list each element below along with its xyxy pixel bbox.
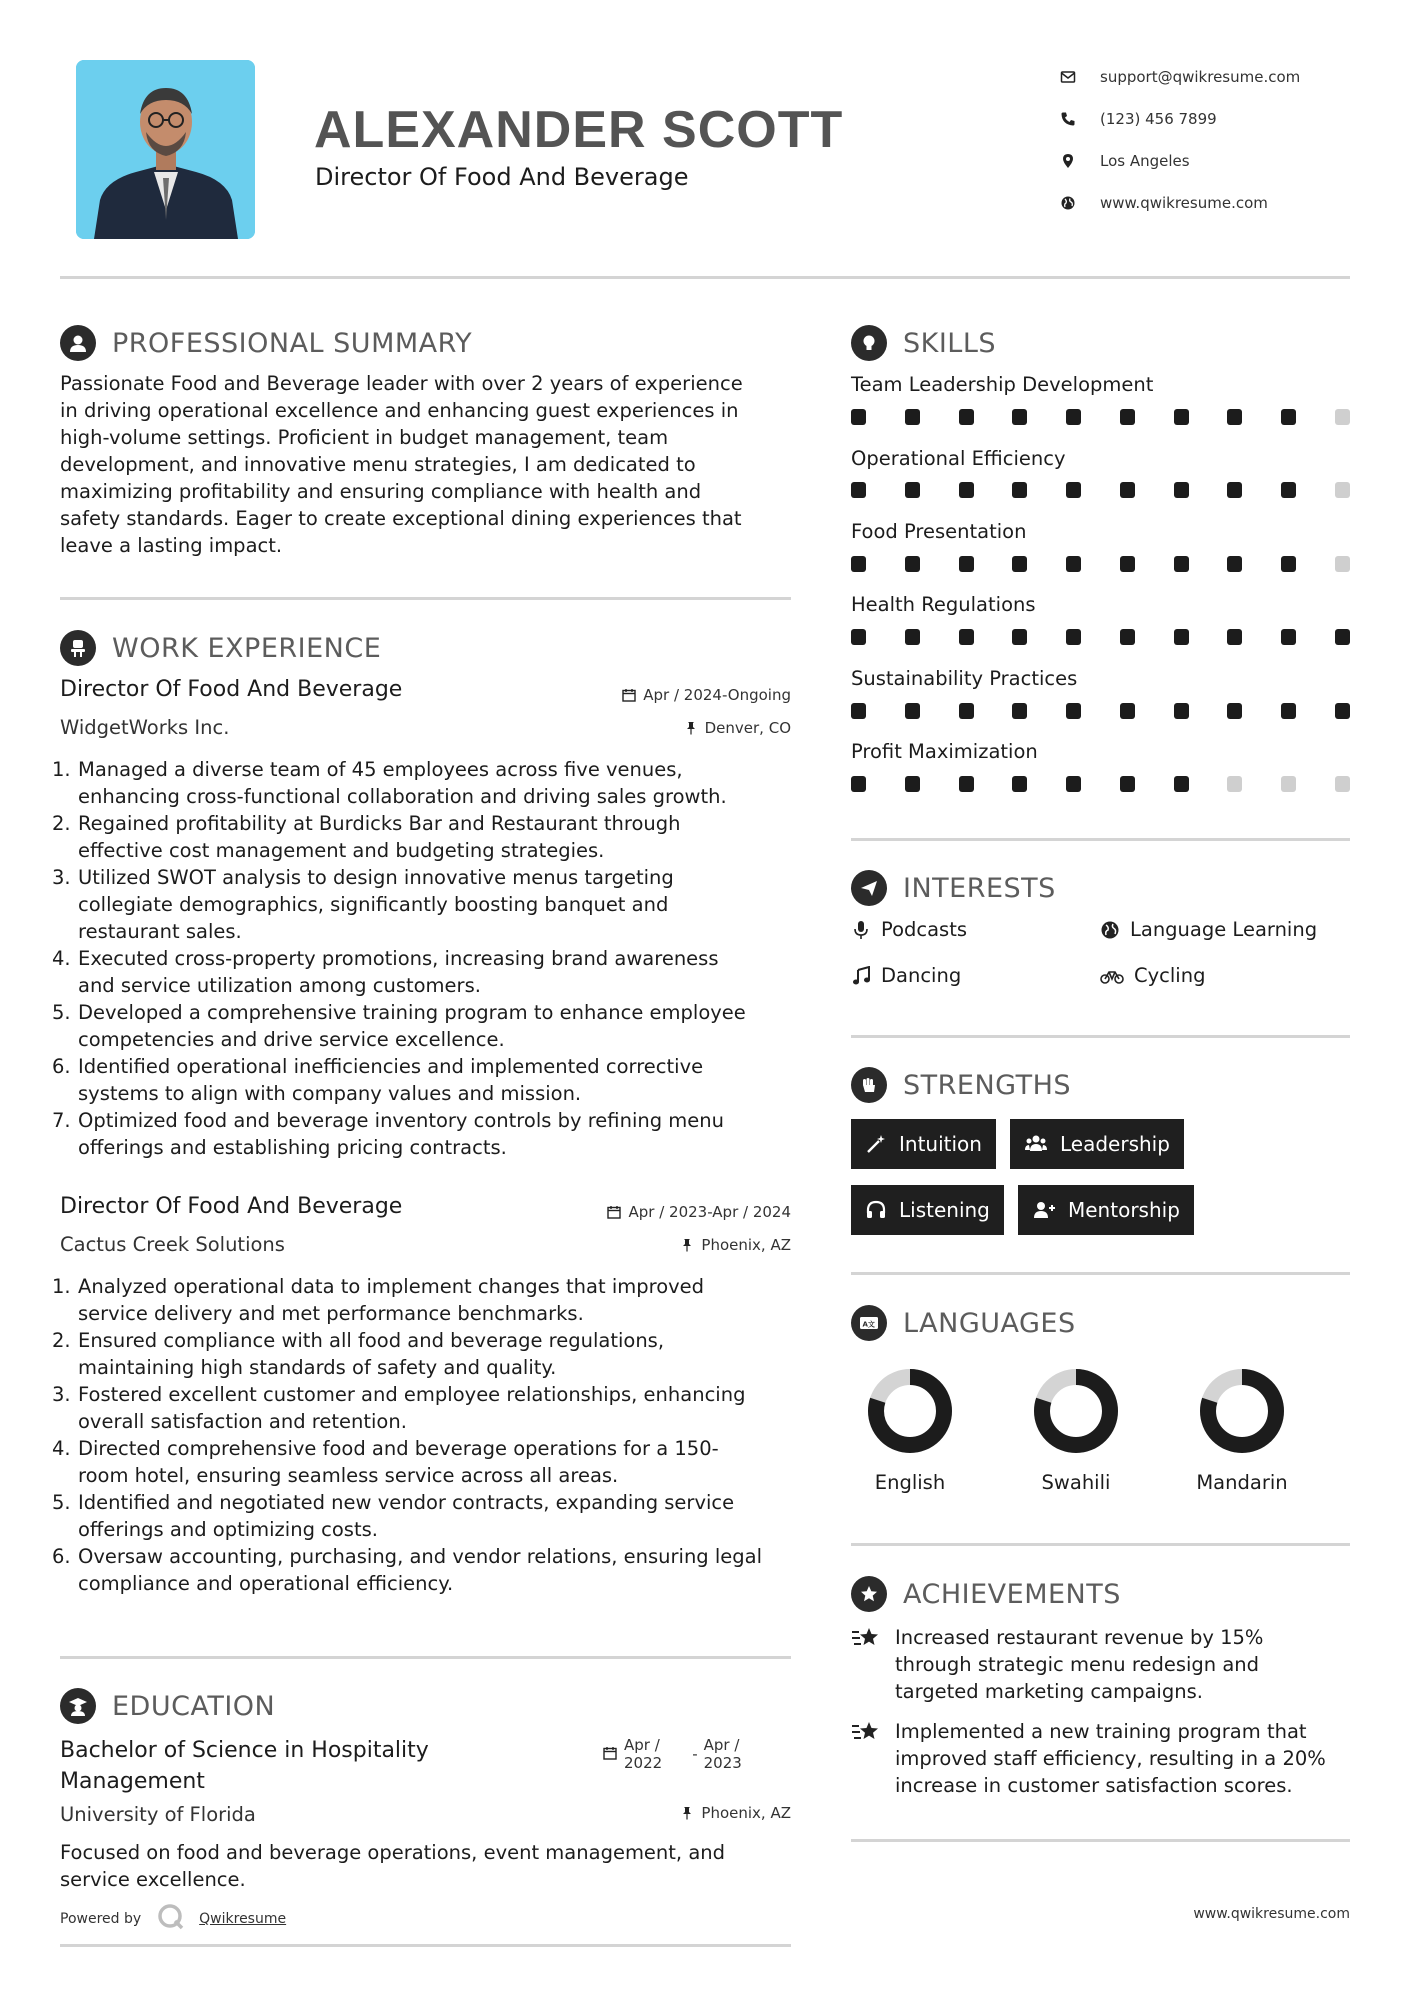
summary-divider (60, 597, 791, 600)
skill-dot-filled (959, 776, 974, 792)
strength-chip (851, 1119, 996, 1169)
degree-line: Management (60, 1769, 205, 1794)
interest-label: Language Learning (1130, 918, 1318, 941)
summary-text (60, 370, 800, 559)
star-badge-icon (851, 1576, 887, 1612)
skill-rating (851, 556, 1351, 572)
date-part: 2022 (624, 1754, 663, 1772)
skill-dot-filled (905, 556, 920, 572)
globe-icon (1100, 920, 1120, 940)
interest-label: Cycling (1134, 964, 1206, 987)
skill-name: Team Leadership Development (851, 373, 1154, 396)
list-line: Identified and negotiated new vendor contracts, expanding service (78, 1491, 735, 1514)
education-description (60, 1839, 800, 1893)
achievement-line: Implemented a new training program that (895, 1720, 1307, 1743)
user-plus-icon (1032, 1199, 1056, 1221)
list-item (52, 1327, 802, 1381)
language-ring (1198, 1367, 1286, 1455)
school-name: University of Florida (60, 1803, 256, 1826)
interest-label: Dancing (881, 964, 962, 987)
skills-title: SKILLS (903, 327, 997, 359)
list-item (52, 1381, 802, 1435)
list-number: 6. (52, 1545, 71, 1568)
summary-line: Passionate Food and Beverage leader with over 2 years of experience (60, 372, 743, 395)
skill-dot-filled (1281, 629, 1296, 645)
date-part: Apr / (624, 1736, 660, 1754)
skill-dot-filled (1227, 409, 1242, 425)
paper-plane-icon (851, 870, 887, 906)
skill-dot-filled (1335, 703, 1350, 719)
job-1-location-text: Denver, CO (704, 719, 791, 737)
list-line: effective cost management and budgeting strategies. (78, 839, 605, 862)
list-item (52, 1543, 802, 1597)
description-line: service excellence. (60, 1868, 246, 1891)
interest-label: Podcasts (881, 918, 968, 941)
skill-dot-filled (851, 556, 866, 572)
strength-chip (1018, 1185, 1194, 1235)
bicycle-icon (1100, 966, 1124, 986)
skill-dot-filled (1174, 776, 1189, 792)
user-icon (60, 325, 96, 361)
skill-dot-filled (1227, 703, 1242, 719)
interest-item (1100, 918, 1317, 941)
calendar-icon (603, 1746, 617, 1760)
skill-rating (851, 776, 1351, 792)
summary-line: high-volume settings. Proficient in budget management, team (60, 426, 669, 449)
list-item (52, 1107, 802, 1161)
calendar-icon (607, 1205, 621, 1219)
summary-line: maximizing profitability and ensuring compliance with health and (60, 480, 702, 503)
job-1-company: WidgetWorks Inc. (60, 716, 230, 739)
microphone-icon (851, 920, 871, 940)
skill-dot-empty (1281, 776, 1296, 792)
list-line: maintaining high standards of safety and quality. (78, 1356, 557, 1379)
summary-line: leave a lasting impact. (60, 534, 283, 557)
list-line: Executed cross-property promotions, increasing brand awareness (78, 947, 719, 970)
skill-dot-filled (1227, 629, 1242, 645)
experience-heading (60, 630, 381, 666)
skill-rating (851, 629, 1351, 645)
skill-rating (851, 409, 1351, 425)
music-note-icon (851, 966, 871, 986)
date-part: Apr / (703, 1736, 740, 1754)
headphones-icon (865, 1199, 887, 1221)
skill-dot-filled (1120, 482, 1135, 498)
job-1-location (684, 719, 791, 737)
achievements-title: ACHIEVEMENTS (903, 1578, 1121, 1610)
languages-divider (851, 1543, 1350, 1546)
list-item (52, 810, 802, 864)
list-number: 2. (52, 812, 71, 835)
list-line: Regained profitability at Burdicks Bar and Restaurant through (78, 812, 681, 835)
contact-location (1060, 140, 1380, 182)
skill-dot-filled (1281, 556, 1296, 572)
language-ring (1032, 1367, 1120, 1455)
skill-dot-filled (905, 409, 920, 425)
job-2-dates-text: Apr / 2023-Apr / 2024 (628, 1203, 791, 1221)
pushpin-icon (680, 1806, 694, 1820)
skill-dot-empty (1227, 776, 1242, 792)
list-item (52, 999, 802, 1053)
list-number: 3. (52, 866, 71, 889)
skill-dot-filled (1012, 776, 1027, 792)
skill-dot-filled (1281, 703, 1296, 719)
skill-dot-filled (1120, 703, 1135, 719)
skill-dot-empty (1335, 776, 1350, 792)
strength-label: Intuition (899, 1132, 982, 1156)
strengths-divider (851, 1272, 1350, 1275)
skill-dot-filled (851, 482, 866, 498)
education-location-text: Phoenix, AZ (701, 1804, 791, 1822)
language-ring (866, 1367, 954, 1455)
job-1-dates-text: Apr / 2024-Ongoing (643, 686, 791, 704)
list-line: Directed comprehensive food and beverage operations for a 150- (78, 1437, 719, 1460)
skill-dot-filled (851, 776, 866, 792)
list-line: collegiate demographics, significantly boosting banquet and (78, 893, 669, 916)
skill-dot-filled (851, 409, 866, 425)
contact-info (1060, 56, 1380, 224)
list-number: 4. (52, 1437, 71, 1460)
interest-item (851, 964, 961, 987)
globe-icon (1060, 195, 1100, 211)
skill-name: Health Regulations (851, 593, 1036, 616)
interests-heading (851, 870, 1056, 906)
language-item (1021, 1367, 1131, 1494)
strengths-title: STRENGTHS (903, 1069, 1072, 1101)
skill-dot-filled (1066, 629, 1081, 645)
skill-name: Food Presentation (851, 520, 1027, 543)
education-location (680, 1804, 791, 1822)
summary-line: safety standards. Eager to create exceptional dining experiences that (60, 507, 742, 530)
skill-name: Profit Maximization (851, 740, 1038, 763)
skill-dot-filled (1120, 776, 1135, 792)
shooting-star-icon (851, 1718, 883, 1746)
degree-line: Bachelor of Science in Hospitality (60, 1738, 429, 1763)
list-item (52, 1273, 802, 1327)
list-line: competencies and drive service excellence. (78, 1028, 505, 1051)
list-line: room hotel, ensuring seamless service across all areas. (78, 1464, 619, 1487)
language-label: Swahili (1041, 1471, 1111, 1494)
skill-dot-filled (1012, 556, 1027, 572)
education-start (624, 1736, 662, 1772)
skill-dot-filled (1335, 629, 1350, 645)
summary-line: in driving operational excellence and enhancing guest experiences in (60, 399, 739, 422)
degree-title (60, 1735, 520, 1797)
summary-line: development, and innovative menu strategies, I am dedicated to (60, 453, 696, 476)
phone-icon (1060, 111, 1100, 127)
education-end (704, 1736, 742, 1772)
calendar-icon (622, 688, 636, 702)
graduate-icon (60, 1688, 96, 1724)
job-1-bullets (52, 756, 802, 1161)
list-number: 2. (52, 1329, 71, 1352)
job-1-dates (622, 686, 791, 704)
strength-label: Leadership (1060, 1132, 1170, 1156)
list-line: Ensured compliance with all food and beverage regulations, (78, 1329, 665, 1352)
language-label: English (874, 1471, 946, 1494)
skill-rating (851, 482, 1351, 498)
list-item (52, 864, 802, 945)
skill-dot-filled (1012, 703, 1027, 719)
interests-divider (851, 1035, 1350, 1038)
achievement-line: improved staff efficiency, resulting in a 20% (895, 1747, 1326, 1770)
languages-heading (851, 1305, 1076, 1341)
list-item (52, 1435, 802, 1489)
achievement-item (851, 1624, 1361, 1705)
list-number: 7. (52, 1109, 71, 1132)
education-title: EDUCATION (112, 1690, 276, 1722)
list-number: 1. (52, 758, 71, 781)
list-item (52, 1489, 802, 1543)
shooting-star-icon (851, 1624, 883, 1652)
list-line: service delivery and met performance benchmarks. (78, 1302, 584, 1325)
skill-dot-filled (959, 629, 974, 645)
achievement-line: increase in customer satisfaction scores. (895, 1774, 1293, 1797)
date-separator: - (692, 1745, 698, 1763)
skill-dot-filled (1120, 409, 1135, 425)
skill-dot-empty (1335, 482, 1350, 498)
svg-text:A文: A文 (862, 1320, 875, 1329)
contact-website[interactable] (1060, 182, 1380, 224)
list-number: 5. (52, 1001, 71, 1024)
language-item (1187, 1367, 1297, 1494)
portrait-image (76, 60, 255, 239)
skill-dot-filled (1227, 482, 1242, 498)
job-2-dates (607, 1203, 791, 1221)
job-2-bullets (52, 1273, 802, 1597)
profile-photo (76, 60, 255, 239)
list-line: compliance and operational efficiency. (78, 1572, 454, 1595)
skill-dot-filled (1174, 482, 1189, 498)
date-part: 2023 (703, 1754, 742, 1772)
summary-heading (60, 325, 472, 361)
map-pin-icon (1060, 153, 1100, 169)
lightbulb-icon (851, 325, 887, 361)
skill-dot-filled (905, 776, 920, 792)
list-line: Fostered excellent customer and employee relationships, enhancing (78, 1383, 746, 1406)
achievement-item (851, 1718, 1361, 1799)
job-1-title: Director Of Food And Beverage (60, 677, 403, 702)
skill-dot-empty (1335, 556, 1350, 572)
email-text: support@qwikresume.com (1100, 68, 1301, 86)
skill-dot-filled (1227, 556, 1242, 572)
skill-rating (851, 703, 1351, 719)
experience-title: WORK EXPERIENCE (112, 632, 382, 664)
experience-divider (60, 1656, 791, 1659)
list-line: Oversaw accounting, purchasing, and vendor relations, ensuring legal (78, 1545, 763, 1568)
skill-name: Sustainability Practices (851, 667, 1078, 690)
skill-dot-filled (851, 703, 866, 719)
header-divider (60, 276, 1350, 279)
pushpin-icon (680, 1238, 694, 1252)
summary-title: PROFESSIONAL SUMMARY (112, 327, 473, 359)
skill-dot-filled (1012, 409, 1027, 425)
skill-dot-filled (959, 556, 974, 572)
qwikresume-logo-icon (157, 1903, 185, 1935)
list-line: overall satisfaction and retention. (78, 1410, 407, 1433)
list-line: Identified operational inefficiencies and implemented corrective (78, 1055, 704, 1078)
education-divider (60, 1944, 791, 1947)
list-number: 4. (52, 947, 71, 970)
pushpin-icon (684, 721, 698, 735)
strength-label: Listening (899, 1198, 990, 1222)
language-item (855, 1367, 965, 1494)
list-line: Utilized SWOT analysis to design innovative menus targeting (78, 866, 674, 889)
education-heading (60, 1688, 275, 1724)
list-line: Managed a diverse team of 45 employees across five venues, (78, 758, 683, 781)
strength-chip (1010, 1119, 1184, 1169)
strength-label: Mentorship (1068, 1198, 1180, 1222)
candidate-name: ALEXANDER SCOTT (314, 101, 844, 159)
job-2-company: Cactus Creek Solutions (60, 1233, 285, 1256)
skill-dot-filled (1281, 409, 1296, 425)
skill-dot-filled (1174, 703, 1189, 719)
list-line: Analyzed operational data to implement changes that improved (78, 1275, 705, 1298)
list-line: systems to align with company values and mission. (78, 1082, 582, 1105)
language-label: Mandarin (1196, 1471, 1288, 1494)
envelope-icon (1060, 69, 1100, 85)
skill-dot-filled (1174, 629, 1189, 645)
skill-dot-filled (905, 482, 920, 498)
interest-item (851, 918, 967, 941)
fist-icon (851, 1067, 887, 1103)
users-icon (1024, 1133, 1048, 1155)
job-2-title: Director Of Food And Beverage (60, 1194, 403, 1219)
website-text: www.qwikresume.com (1100, 194, 1268, 212)
magic-wand-icon (865, 1133, 887, 1155)
skill-dot-filled (959, 482, 974, 498)
skill-dot-filled (851, 629, 866, 645)
interests-title: INTERESTS (903, 872, 1056, 904)
list-item (52, 1053, 802, 1107)
achievements-heading (851, 1576, 1121, 1612)
education-dates (603, 1736, 742, 1772)
skill-dot-filled (1066, 482, 1081, 498)
skill-dot-filled (959, 409, 974, 425)
job-2-location (680, 1236, 791, 1254)
skill-dot-filled (1066, 776, 1081, 792)
skill-dot-filled (1066, 409, 1081, 425)
skill-dot-filled (1012, 629, 1027, 645)
language-icon (851, 1305, 887, 1341)
strength-chip (851, 1185, 1004, 1235)
skill-dot-filled (905, 703, 920, 719)
list-line: enhancing cross-functional collaboration and driving sales growth. (78, 785, 727, 808)
phone-text: (123) 456 7899 (1100, 110, 1217, 128)
list-line: Developed a comprehensive training program to enhance employee (78, 1001, 746, 1024)
achievement-line: targeted marketing campaigns. (895, 1680, 1203, 1703)
powered-by-label: Powered by (60, 1911, 142, 1927)
list-line: and service utilization among customers. (78, 974, 481, 997)
list-number: 5. (52, 1491, 71, 1514)
contact-email[interactable] (1060, 56, 1380, 98)
skills-heading (851, 325, 996, 361)
list-line: offerings and establishing pricing contracts. (78, 1136, 507, 1159)
skill-dot-filled (1012, 482, 1027, 498)
achievements-divider (851, 1839, 1350, 1842)
list-line: offerings and optimizing costs. (78, 1518, 378, 1541)
powered-by (60, 1903, 286, 1935)
footer-url[interactable]: www.qwikresume.com (1193, 1906, 1350, 1922)
strengths-heading (851, 1067, 1071, 1103)
location-text: Los Angeles (1100, 152, 1190, 170)
skill-dot-filled (1281, 482, 1296, 498)
list-item (52, 945, 802, 999)
skill-dot-filled (905, 629, 920, 645)
skill-dot-filled (1174, 409, 1189, 425)
description-line: Focused on food and beverage operations, event management, and (60, 1841, 726, 1864)
list-item (52, 756, 802, 810)
job-2-location-text: Phoenix, AZ (701, 1236, 791, 1254)
interest-item (1100, 964, 1205, 987)
list-number: 1. (52, 1275, 71, 1298)
qwikresume-link[interactable]: Qwikresume (199, 1911, 287, 1927)
skill-dot-filled (1066, 703, 1081, 719)
skill-dot-filled (1174, 556, 1189, 572)
skill-dot-filled (1066, 556, 1081, 572)
achievement-line: Increased restaurant revenue by 15% (895, 1626, 1264, 1649)
candidate-title: Director Of Food And Beverage (315, 163, 689, 191)
list-number: 3. (52, 1383, 71, 1406)
list-line: restaurant sales. (78, 920, 242, 943)
skill-name: Operational Efficiency (851, 447, 1066, 470)
list-line: Optimized food and beverage inventory controls by refining menu (78, 1109, 725, 1132)
list-number: 6. (52, 1055, 71, 1078)
skills-divider (851, 838, 1350, 841)
contact-phone[interactable] (1060, 98, 1380, 140)
chair-icon (60, 630, 96, 666)
skill-dot-filled (959, 703, 974, 719)
skill-dot-empty (1335, 409, 1350, 425)
skill-dot-filled (1120, 556, 1135, 572)
achievement-line: through strategic menu redesign and (895, 1653, 1260, 1676)
skill-dot-filled (1120, 629, 1135, 645)
languages-title: LANGUAGES (903, 1307, 1076, 1339)
